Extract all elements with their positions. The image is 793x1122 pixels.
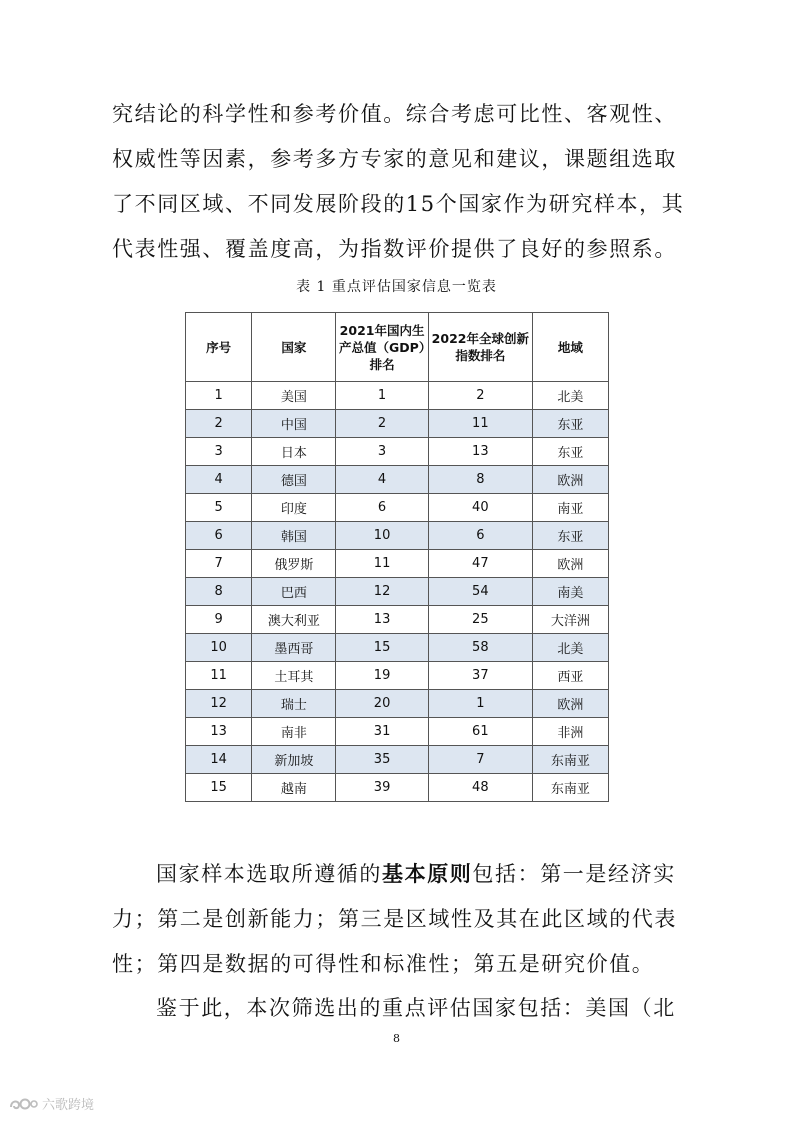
cell-gdp-rank: 11	[336, 550, 428, 578]
header-gdp-rank: 2021年国内生产总值（GDP）排名	[336, 313, 428, 382]
cell-gdp-rank: 10	[336, 522, 428, 550]
table-row	[186, 438, 609, 466]
cell-gdp-rank: 1	[336, 382, 428, 410]
cell-innovation-rank: 40	[428, 494, 532, 522]
cell-no: 14	[186, 746, 252, 774]
cell-no: 12	[186, 690, 252, 718]
cell-gdp-rank: 31	[336, 718, 428, 746]
cell-gdp-rank: 35	[336, 746, 428, 774]
cell-country: 日本	[252, 438, 336, 466]
table-row	[186, 522, 609, 550]
cell-country: 中国	[252, 410, 336, 438]
cell-innovation-rank: 2	[428, 382, 532, 410]
cell-gdp-rank: 15	[336, 634, 428, 662]
cell-country: 美国	[252, 382, 336, 410]
cell-country: 韩国	[252, 522, 336, 550]
cell-country: 瑞士	[252, 690, 336, 718]
cell-region: 欧洲	[532, 550, 608, 578]
table-row	[186, 382, 609, 410]
cell-gdp-rank: 2	[336, 410, 428, 438]
cell-gdp-rank: 6	[336, 494, 428, 522]
cell-innovation-rank: 7	[428, 746, 532, 774]
cell-no: 6	[186, 522, 252, 550]
cell-region: 东亚	[532, 438, 608, 466]
cell-region: 南亚	[532, 494, 608, 522]
cell-country: 俄罗斯	[252, 550, 336, 578]
cell-no: 15	[186, 774, 252, 802]
cell-country: 土耳其	[252, 662, 336, 690]
cell-region: 东南亚	[532, 774, 608, 802]
cell-innovation-rank: 48	[428, 774, 532, 802]
cell-region: 非洲	[532, 718, 608, 746]
table-row	[186, 634, 609, 662]
cell-region: 大洋洲	[532, 606, 608, 634]
paragraph2-rest: 包括：第一是经济实力；第二是创新能力；第三是区域性及其在此区域的代表性；第四是数据的可得性和标准性；第五是研究价值。	[112, 862, 677, 976]
header-region: 地域	[532, 313, 608, 382]
cell-no: 2	[186, 410, 252, 438]
header-no: 序号	[186, 313, 252, 382]
cell-innovation-rank: 54	[428, 578, 532, 606]
table-row	[186, 718, 609, 746]
cell-region: 南美	[532, 578, 608, 606]
table-body	[186, 382, 609, 802]
cell-region: 西亚	[532, 662, 608, 690]
cell-innovation-rank: 47	[428, 550, 532, 578]
table-row	[186, 774, 609, 802]
watermark-text: 六歌跨境	[42, 1098, 95, 1113]
page-number: 8	[393, 1032, 400, 1045]
cell-country: 巴西	[252, 578, 336, 606]
header-country: 国家	[252, 313, 336, 382]
cell-gdp-rank: 39	[336, 774, 428, 802]
header-innovation-rank: 2022年全球创新指数排名	[428, 313, 532, 382]
table-row	[186, 578, 609, 606]
cell-innovation-rank: 8	[428, 466, 532, 494]
table-row	[186, 494, 609, 522]
cell-no: 4	[186, 466, 252, 494]
table-header-row	[186, 313, 609, 382]
cell-no: 9	[186, 606, 252, 634]
cell-no: 8	[186, 578, 252, 606]
cell-no: 10	[186, 634, 252, 662]
table-row	[186, 606, 609, 634]
cell-no: 1	[186, 382, 252, 410]
cell-region: 欧洲	[532, 690, 608, 718]
table-row	[186, 746, 609, 774]
cell-country: 墨西哥	[252, 634, 336, 662]
cell-innovation-rank: 6	[428, 522, 532, 550]
table-row	[186, 662, 609, 690]
cell-country: 印度	[252, 494, 336, 522]
cell-innovation-rank: 1	[428, 690, 532, 718]
cell-no: 7	[186, 550, 252, 578]
cell-country: 南非	[252, 718, 336, 746]
body-paragraph-1: 究结论的科学性和参考价值。综合考虑可比性、客观性、权威性等因素，参考多方专家的意见和建议，课题组选取了不同区域、不同发展阶段的15个国家作为研究样本，其代表性强、覆盖度高，为指数评价提供了良好的参照系。	[112, 102, 685, 261]
cell-innovation-rank: 25	[428, 606, 532, 634]
watermark	[8, 1094, 94, 1113]
cell-no: 13	[186, 718, 252, 746]
cell-gdp-rank: 3	[336, 438, 428, 466]
cell-gdp-rank: 12	[336, 578, 428, 606]
cell-country: 澳大利亚	[252, 606, 336, 634]
cell-region: 东南亚	[532, 746, 608, 774]
table-row	[186, 466, 609, 494]
cell-region: 欧洲	[532, 466, 608, 494]
cell-innovation-rank: 13	[428, 438, 532, 466]
body-paragraph-3: 鉴于此，本次筛选出的重点评估国家包括：美国（北	[156, 996, 676, 1020]
table-row	[186, 410, 609, 438]
cell-gdp-rank: 20	[336, 690, 428, 718]
cell-country: 新加坡	[252, 746, 336, 774]
cell-region: 东亚	[532, 522, 608, 550]
cell-region: 北美	[532, 382, 608, 410]
cell-no: 11	[186, 662, 252, 690]
body-paragraph-2	[112, 852, 687, 987]
paragraph2-bold: 基本原则	[382, 862, 473, 886]
cell-country: 德国	[252, 466, 336, 494]
cell-region: 北美	[532, 634, 608, 662]
cell-gdp-rank: 4	[336, 466, 428, 494]
watermark-logo-icon	[8, 1096, 38, 1112]
table-row	[186, 550, 609, 578]
cell-innovation-rank: 37	[428, 662, 532, 690]
cell-gdp-rank: 13	[336, 606, 428, 634]
table-row	[186, 690, 609, 718]
cell-no: 3	[186, 438, 252, 466]
cell-region: 东亚	[532, 410, 608, 438]
cell-innovation-rank: 58	[428, 634, 532, 662]
cell-no: 5	[186, 494, 252, 522]
cell-gdp-rank: 19	[336, 662, 428, 690]
cell-innovation-rank: 11	[428, 410, 532, 438]
country-info-table	[185, 312, 609, 802]
table-caption: 表 1 重点评估国家信息一览表	[296, 279, 497, 295]
cell-country: 越南	[252, 774, 336, 802]
paragraph2-lead: 国家样本选取所遵循的	[156, 862, 382, 886]
cell-innovation-rank: 61	[428, 718, 532, 746]
